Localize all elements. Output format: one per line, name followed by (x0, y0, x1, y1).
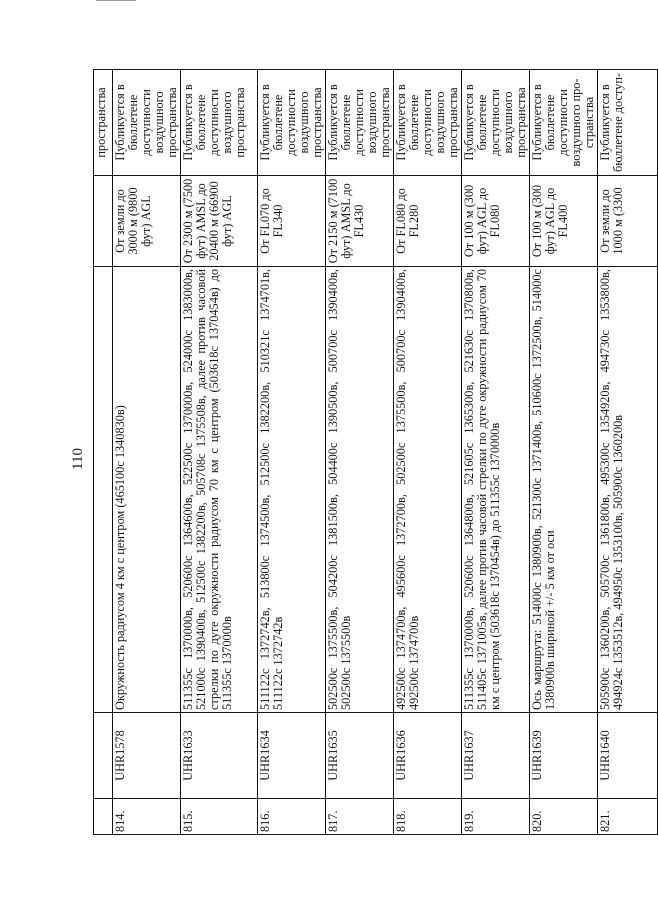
cell-desc: Окружность радиусом 4 км с центром (465100с 1340830в) (113, 267, 181, 713)
cell-note: Публикуется в бюллетене доступ- (598, 70, 658, 176)
cell-alt: От 2150 м (7100 фут) AMSL до FL430 (326, 176, 394, 267)
cell-note: Публикуется в бюллетене доступности воздушного пространства (181, 70, 258, 176)
cell-num (94, 799, 113, 835)
cell-alt: От FL080 до FL280 (394, 176, 462, 267)
cell-num: 819. (462, 799, 530, 835)
cell-code: UHR1633 (181, 713, 258, 799)
table-row (326, 70, 394, 835)
cell-alt: От 2300 м (7500 фут) AMSL до 20400 м (66900 фут) AGL (181, 176, 258, 267)
cell-desc: 502500с 1375500в, 504200с 1381500в, 504400с 1390500в, 500700с 1390400в, 502500с 1375500в (326, 267, 394, 713)
cell-num: 820. (530, 799, 598, 835)
cell-note: Публикуется в бюллетене доступности воздушного пространства (326, 70, 394, 176)
cell-code: UHR1637 (462, 713, 530, 799)
cell-num: 821. (598, 799, 658, 835)
cell-code: UHR1640 (598, 713, 658, 799)
table-row (181, 70, 258, 835)
table-row (113, 70, 181, 835)
scan-edge-line (96, 0, 136, 1)
cell-alt: От земли до 1000 м (3300 (598, 176, 658, 267)
cell-code: UHR1635 (326, 713, 394, 799)
cell-num: 818. (394, 799, 462, 835)
table-row (258, 70, 326, 835)
cell-note: Публикуется в бюллетене доступности воздушного пространства (462, 70, 530, 176)
cell-note: Публикуется в бюллетене доступности воздушного про-странства (530, 70, 598, 176)
table-row (530, 70, 598, 835)
table-row-continuation (94, 70, 113, 835)
airspace-table (93, 69, 658, 835)
cell-note: Публикуется в бюллетене доступности воздушного пространства (394, 70, 462, 176)
cell-alt: От 100 м (300 фут) AGL до FL080 (462, 176, 530, 267)
cell-desc (94, 267, 113, 713)
cell-note: Публикуется в бюллетене доступности воздушного пространства (113, 70, 181, 176)
table-row (394, 70, 462, 835)
cell-alt: От 100 м (300 фут) AGL до FL400 (530, 176, 598, 267)
cell-code: UHR1636 (394, 713, 462, 799)
cell-desc: Ось маршрута: 514000с 1380900в, 521300с 1371400в, 510600с 1372500в, 514000с 1380900в шириной +/- 5 км от оси (530, 267, 598, 713)
cell-num: 817. (326, 799, 394, 835)
cell-code: UHR1578 (113, 713, 181, 799)
cell-alt (94, 176, 113, 267)
table-row (598, 70, 658, 835)
cell-desc: 511355с 1370000в, 520600с 1364800в, 521605с 1365300в, 521630с 1370800в, 511405с 1371005в, далее против часовой стрелки по дуге окружности радиусом 70 км с центром (503618с 1370454в) до 511355с 1370000в (462, 267, 530, 713)
cell-desc: 505900с 1360200в, 505700с 1361800в, 495300с 1354920в, 494730с 1353800в, 494924с 1353512в, 494950с 1353100в, 505900с 1360200в (598, 267, 658, 713)
cell-note: Публикуется в бюллетене доступности воздушного пространства (258, 70, 326, 176)
cell-alt: От земли до 3000 м (9800 фут) AGL (113, 176, 181, 267)
table-row (462, 70, 530, 835)
cell-desc: 511122с 1372742в, 513800с 1374500в, 512500с 1382200в, 510321с 1374701в, 511122с 1372742в (258, 267, 326, 713)
cell-desc: 511355с 1370000в, 520600с 1364600в, 522500с 1370000в, 524000с 1383000в, 521000с 1390400в, 512500с 1382200в, 505708с 1375508в, далее против часовой стрелки по дуге окружности радиусом 70 км с центром (503618с 1370454в) до 511355с 1370000в (181, 267, 258, 713)
page-number: 110 (70, 448, 86, 470)
cell-code: UHR1639 (530, 713, 598, 799)
cell-desc: 492500с 1374700в, 495600с 1372700в, 502500с 1375500в, 500700с 1390400в, 492500с 1374700в (394, 267, 462, 713)
cell-num: 815. (181, 799, 258, 835)
airspace-table-page (93, 72, 625, 835)
cell-alt: От FL070 до FL340 (258, 176, 326, 267)
cell-num: 814. (113, 799, 181, 835)
cell-note: пространства (94, 70, 113, 176)
cell-code: UHR1634 (258, 713, 326, 799)
cell-code (94, 713, 113, 799)
cell-num: 816. (258, 799, 326, 835)
